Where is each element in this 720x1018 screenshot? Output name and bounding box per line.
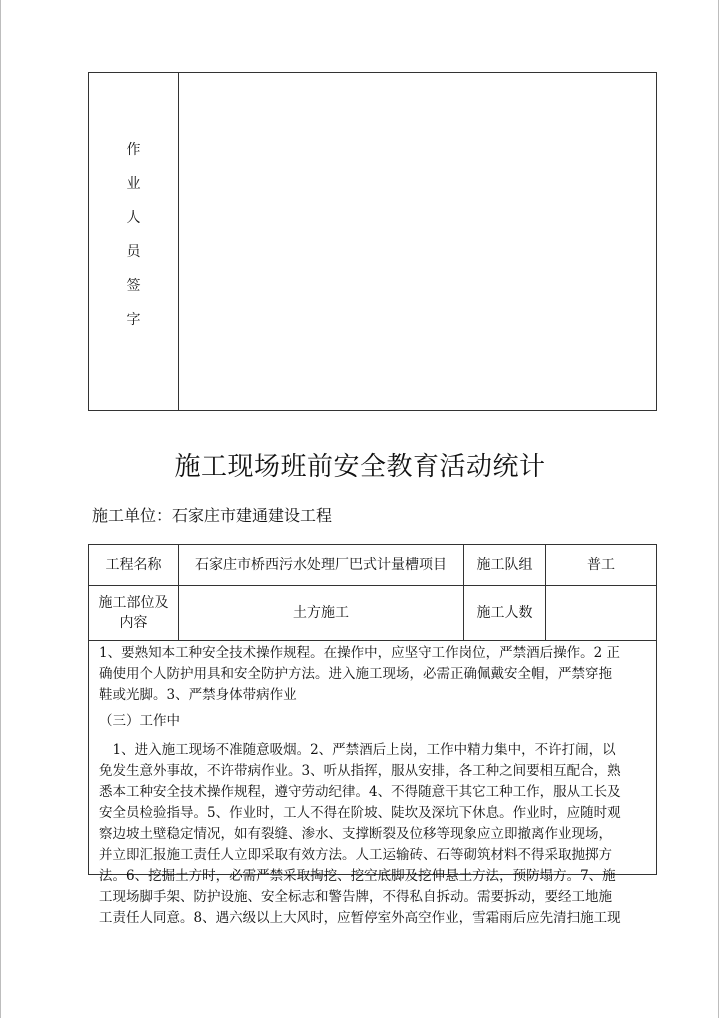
signature-label-char: 字 — [126, 312, 141, 328]
page-edge-right — [718, 0, 719, 1018]
part-label — [89, 586, 178, 640]
workers-value[interactable] — [546, 586, 656, 640]
text-line: 1、进入施工现场不准随意吸烟。2、严禁酒后上岗，工作中精力集中，不许打闹，以 — [112, 742, 616, 758]
text-line: 1、要熟知本工种安全技术操作规程。在操作中，应坚守工作岗位，严禁酒后操作。2 正 — [99, 645, 620, 661]
signature-label-char: 签 — [126, 278, 141, 294]
team-label: 施工队组 — [476, 557, 533, 573]
workers-label: 施工人数 — [476, 605, 533, 621]
part-value: 土方施工 — [293, 605, 349, 621]
signature-area[interactable] — [179, 73, 656, 410]
project-name-value: 石家庄市桥西污水处理厂巴式计量槽项目 — [195, 557, 447, 573]
project-name-label: 工程名称 — [105, 557, 162, 573]
signature-label-char: 作 — [126, 142, 141, 158]
signature-table — [88, 72, 657, 411]
text-line: 确使用个人防护用具和安全防护方法。进入施工现场，必需正确佩戴安全帽，严禁穿拖 — [99, 666, 612, 682]
construction-unit-value: 石家庄市建通建设工程 — [172, 506, 333, 525]
construction-unit — [92, 503, 332, 526]
signature-label-char: 人 — [126, 210, 141, 226]
safety-paragraph-1 — [99, 643, 650, 706]
part-label-line1: 施工部位及 — [98, 595, 169, 611]
text-line: 并立即汇报施工责任人立即采取有效方法。人工运输砖、石等砌筑材料不得采取抛掷方 — [99, 847, 612, 863]
text-line: 免发生意外事故，不许带病作业。3、听从指挥，服从安排，各工种之间要相互配合，熟 — [99, 763, 621, 779]
signature-label-char: 业 — [126, 176, 141, 192]
text-line: 鞋或光脚。3、严禁身体带病作业 — [99, 687, 297, 703]
construction-unit-label: 施工单位： — [92, 506, 173, 525]
signature-label-char: 员 — [126, 244, 141, 260]
team-value: 普工 — [587, 557, 615, 573]
part-label-line2: 内容 — [119, 615, 148, 631]
safety-paragraph-2 — [99, 740, 650, 929]
text-line: 工现场脚手架、防护设施、安全标志和警告牌，不得私自拆动。需要拆动，要经工地施 — [99, 889, 612, 905]
row-divider — [89, 640, 656, 641]
text-line: 工责任人同意。8、遇六级以上大风时，应暂停室外高空作业，雪霜雨后应先清扫施工现 — [99, 910, 621, 926]
text-line: 安全员检验指导。5、作业时，工人不得在阶坡、陡坎及深坑下休息。作业时，应随时观 — [99, 805, 621, 821]
info-table — [88, 544, 657, 926]
page-title: 施工现场班前安全教育活动统计 — [174, 452, 546, 482]
text-line: 悉本工种安全技术操作规程，遵守劳动纪律。4、不得随意干其它工种工作，服从工长及 — [99, 784, 621, 800]
section-heading: （三）工作中 — [99, 713, 180, 729]
signature-label — [89, 141, 178, 345]
page-edge-left — [0, 0, 1, 1018]
text-line: 察边坡土壁稳定情况，如有裂缝、渗水、支撑断裂及位移等现象应立即撤离作业现场， — [99, 826, 612, 842]
text-line: 法。6、挖掘土方时，必需严禁采取掏挖、挖空底脚及挖伸悬土方法，预防塌方。7、施 — [99, 868, 616, 884]
